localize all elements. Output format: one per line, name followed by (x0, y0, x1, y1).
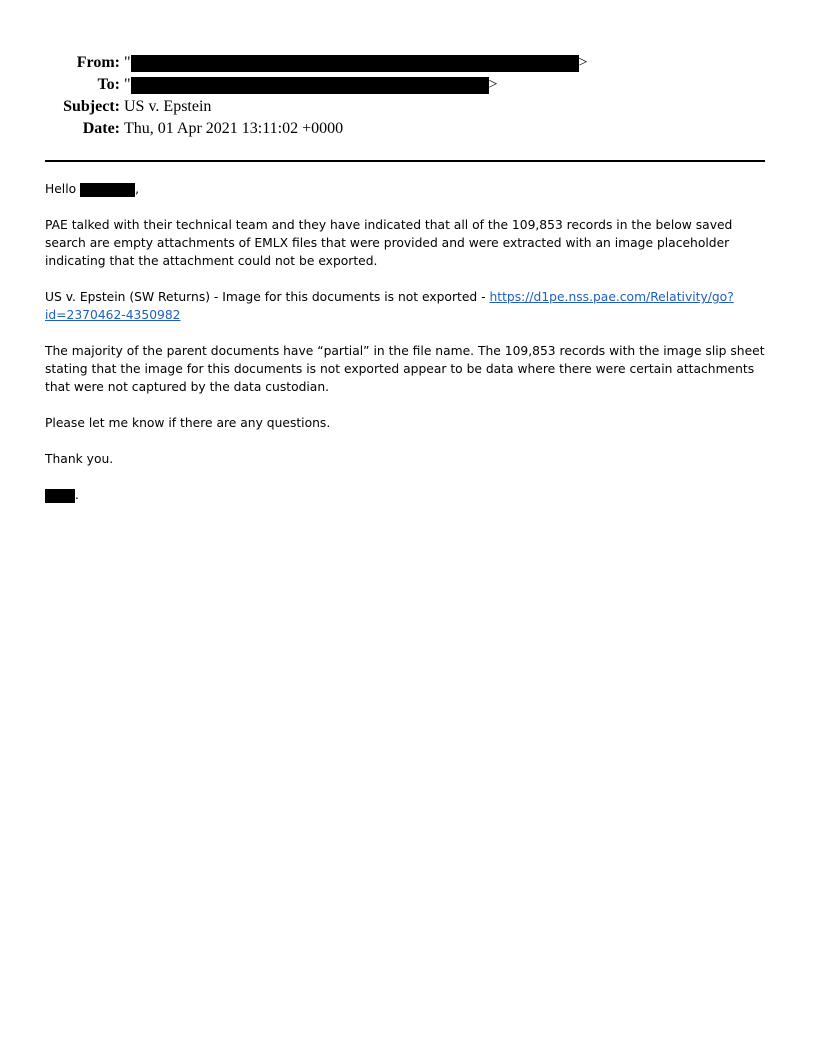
date-label: Date: (82, 120, 120, 137)
to-value (124, 74, 498, 96)
signature-punct: . (75, 488, 79, 502)
email-body (45, 180, 770, 522)
from-prefix: " (124, 54, 131, 71)
from-label: From: (76, 54, 120, 71)
paragraph-2 (45, 288, 770, 324)
subject-label: Subject: (63, 98, 120, 115)
email-header (45, 52, 765, 140)
paragraph-1: PAE talked with their technical team and they have indicated that all of the 109,853 records in the below saved search are empty attachments of EMLX files that were provided and were extracted with an image placeholder indicating that the attachment could not be exported. (45, 218, 733, 268)
paragraph-3: The majority of the parent documents have “partial” in the file name. The 109,853 records with the image slip sheet stating that the image for this documents is not exported appear to be data where there were certain attachments that were not captured by the data custodian. (45, 344, 765, 394)
paragraph-4: Please let me know if there are any questions. (45, 416, 331, 430)
signature (45, 486, 770, 504)
subject-row (45, 96, 765, 118)
greeting (45, 180, 770, 198)
subject-value: US v. Epstein (124, 98, 212, 115)
saved-search-text: US v. Epstein (SW Returns) - Image for this documents is not exported - (45, 290, 490, 304)
greeting-name-redaction (80, 183, 135, 197)
signature-redaction (45, 489, 75, 503)
to-label: To: (97, 76, 120, 93)
header-divider (45, 160, 765, 162)
relativity-link[interactable]: https://d1pe.nss.pae.com/Relativity/go?id=2370462-4350982 (45, 290, 734, 322)
from-redaction (131, 55, 579, 72)
from-suffix: > (578, 54, 588, 71)
to-redaction (131, 77, 489, 94)
date-row (45, 118, 765, 140)
from-row (45, 52, 765, 74)
from-value (124, 52, 588, 74)
to-row (45, 74, 765, 96)
paragraph-5: Thank you. (45, 452, 114, 466)
date-value: Thu, 01 Apr 2021 13:11:02 +0000 (124, 120, 344, 137)
to-suffix: > (488, 76, 498, 93)
greeting-punct: , (135, 182, 140, 196)
to-prefix: " (124, 76, 131, 93)
greeting-word: Hello (45, 182, 77, 196)
